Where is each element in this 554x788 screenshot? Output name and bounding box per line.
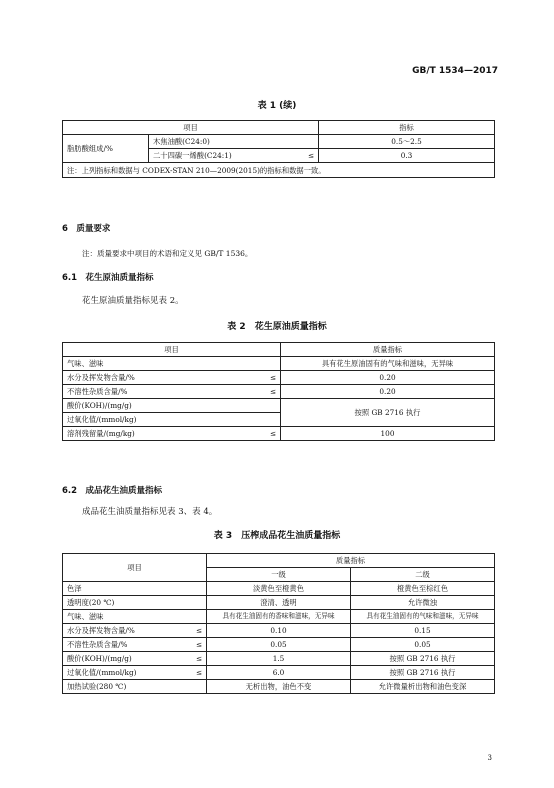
row-symbol (299, 135, 319, 149)
table3-col-item: 项目 (63, 554, 207, 582)
table-header-row (63, 121, 495, 135)
row-value: 具有花生原油固有的气味和滋味，无异味 (281, 357, 495, 371)
table-row (63, 638, 495, 652)
row-grade2: 按照 GB 2716 执行 (351, 666, 495, 680)
row-name: 过氧化值/(mmol/kg) (63, 666, 185, 680)
table1 (62, 120, 495, 178)
row-symbol: ≤ (259, 385, 281, 399)
section-6-title: 6 质量要求 (62, 224, 111, 234)
row-symbol: ≤ (299, 149, 319, 163)
row-grade1: 淡黄色至橙黄色 (207, 582, 351, 596)
table1-group-label: 脂肪酸组成/% (63, 135, 149, 163)
table-row (63, 371, 495, 385)
row-grade1: 0.05 (207, 638, 351, 652)
table1-note: 注：上列指标和数据与 CODEX-STAN 210—2009(2015)的指标和数据一致。 (63, 163, 495, 178)
row-name: 水分及挥发物含量/% (63, 371, 259, 385)
section-6-2-title: 6.2 成品花生油质量指标 (62, 486, 163, 496)
row-name: 加热试验(280 ℃) (63, 680, 185, 694)
table-row (63, 596, 495, 610)
page-number: 3 (487, 754, 492, 762)
row-value: 0.3 (319, 149, 495, 163)
row-name: 不溶性杂质含量/% (63, 385, 259, 399)
table2-caption: 表 2 花生原油质量指标 (227, 322, 327, 332)
table-header-row (63, 343, 495, 357)
row-name: 酸价(KOH)/(mg/g) (63, 652, 185, 666)
row-symbol: ≤ (185, 666, 207, 680)
table-row (63, 624, 495, 638)
row-value: 0.20 (281, 385, 495, 399)
row-name: 气味、滋味 (63, 610, 185, 624)
row-grade2: 允许微量析出物和油色变深 (351, 680, 495, 694)
row-value: 按照 GB 2716 执行 (281, 399, 495, 427)
row-name: 气味、滋味 (63, 357, 259, 371)
row-value: 0.5～2.5 (319, 135, 495, 149)
row-grade1: 具有花生油固有的香味和滋味，无异味 (207, 610, 351, 624)
section-6-2-para: 成品花生油质量指标见表 3、表 4。 (82, 507, 218, 517)
table-row (63, 652, 495, 666)
row-name: 溶剂残留量/(mg/kg) (63, 427, 259, 441)
table3-col-indicator: 质量指标 (207, 554, 495, 568)
row-grade1: 1.5 (207, 652, 351, 666)
row-name: 色泽 (63, 582, 185, 596)
row-grade2: 0.15 (351, 624, 495, 638)
row-name: 木焦油酸(C24:0) (149, 135, 299, 149)
row-symbol: ≤ (185, 652, 207, 666)
row-grade2: 具有花生油固有的气味和滋味，无异味 (351, 610, 495, 624)
table-row (63, 385, 495, 399)
document-code: GB/T 1534—2017 (412, 66, 498, 76)
section-6-note: 注：质量要求中项目的术语和定义见 GB/T 1536。 (82, 249, 253, 258)
row-symbol (185, 680, 207, 694)
row-value: 100 (281, 427, 495, 441)
row-symbol (185, 596, 207, 610)
table-row (63, 680, 495, 694)
row-symbol (259, 413, 281, 427)
table2 (62, 342, 495, 441)
table1-col-indicator: 指标 (319, 121, 495, 135)
section-6-1-para: 花生原油质量指标见表 2。 (82, 296, 184, 306)
row-symbol (185, 582, 207, 596)
table-row (63, 427, 495, 441)
row-symbol: ≤ (259, 371, 281, 385)
table-row (63, 666, 495, 680)
section-6-1-title: 6.1 花生原油质量指标 (62, 273, 154, 283)
table1-caption: 表 1 (续) (257, 101, 297, 111)
row-name: 不溶性杂质含量/% (63, 638, 185, 652)
table1-col-item: 项目 (63, 121, 319, 135)
row-value: 0.20 (281, 371, 495, 385)
row-name: 酸价(KOH)/(mg/g) (63, 399, 259, 413)
row-symbol: ≤ (259, 427, 281, 441)
table-row (63, 357, 495, 371)
row-symbol: ≤ (185, 638, 207, 652)
table-row (63, 135, 495, 149)
table3-col-grade2: 二级 (351, 568, 495, 582)
row-symbol (259, 357, 281, 371)
table-header-row (63, 554, 495, 568)
row-grade1: 无析出物，油色不变 (207, 680, 351, 694)
row-grade1: 澄清、透明 (207, 596, 351, 610)
table-row (63, 610, 495, 624)
row-name: 水分及挥发物含量/% (63, 624, 185, 638)
row-name: 过氧化值/(mmol/kg) (63, 413, 259, 427)
row-name: 二十四碳一烯酸(C24:1) (149, 149, 299, 163)
row-name: 透明度(20 ℃) (63, 596, 185, 610)
row-grade2: 0.05 (351, 638, 495, 652)
table2-col-indicator: 质量指标 (281, 343, 495, 357)
row-symbol (185, 610, 207, 624)
row-grade2: 按照 GB 2716 执行 (351, 652, 495, 666)
table3-col-grade1: 一级 (207, 568, 351, 582)
row-grade2: 橙黄色至棕红色 (351, 582, 495, 596)
row-symbol (259, 399, 281, 413)
row-grade1: 0.10 (207, 624, 351, 638)
row-grade2: 允许微浊 (351, 596, 495, 610)
table-note-row (63, 163, 495, 178)
table3-caption: 表 3 压榨成品花生油质量指标 (213, 531, 341, 541)
table-row (63, 399, 495, 413)
table-row (63, 582, 495, 596)
table2-col-item: 项目 (63, 343, 281, 357)
row-symbol: ≤ (185, 624, 207, 638)
table3 (62, 553, 495, 694)
row-grade1: 6.0 (207, 666, 351, 680)
